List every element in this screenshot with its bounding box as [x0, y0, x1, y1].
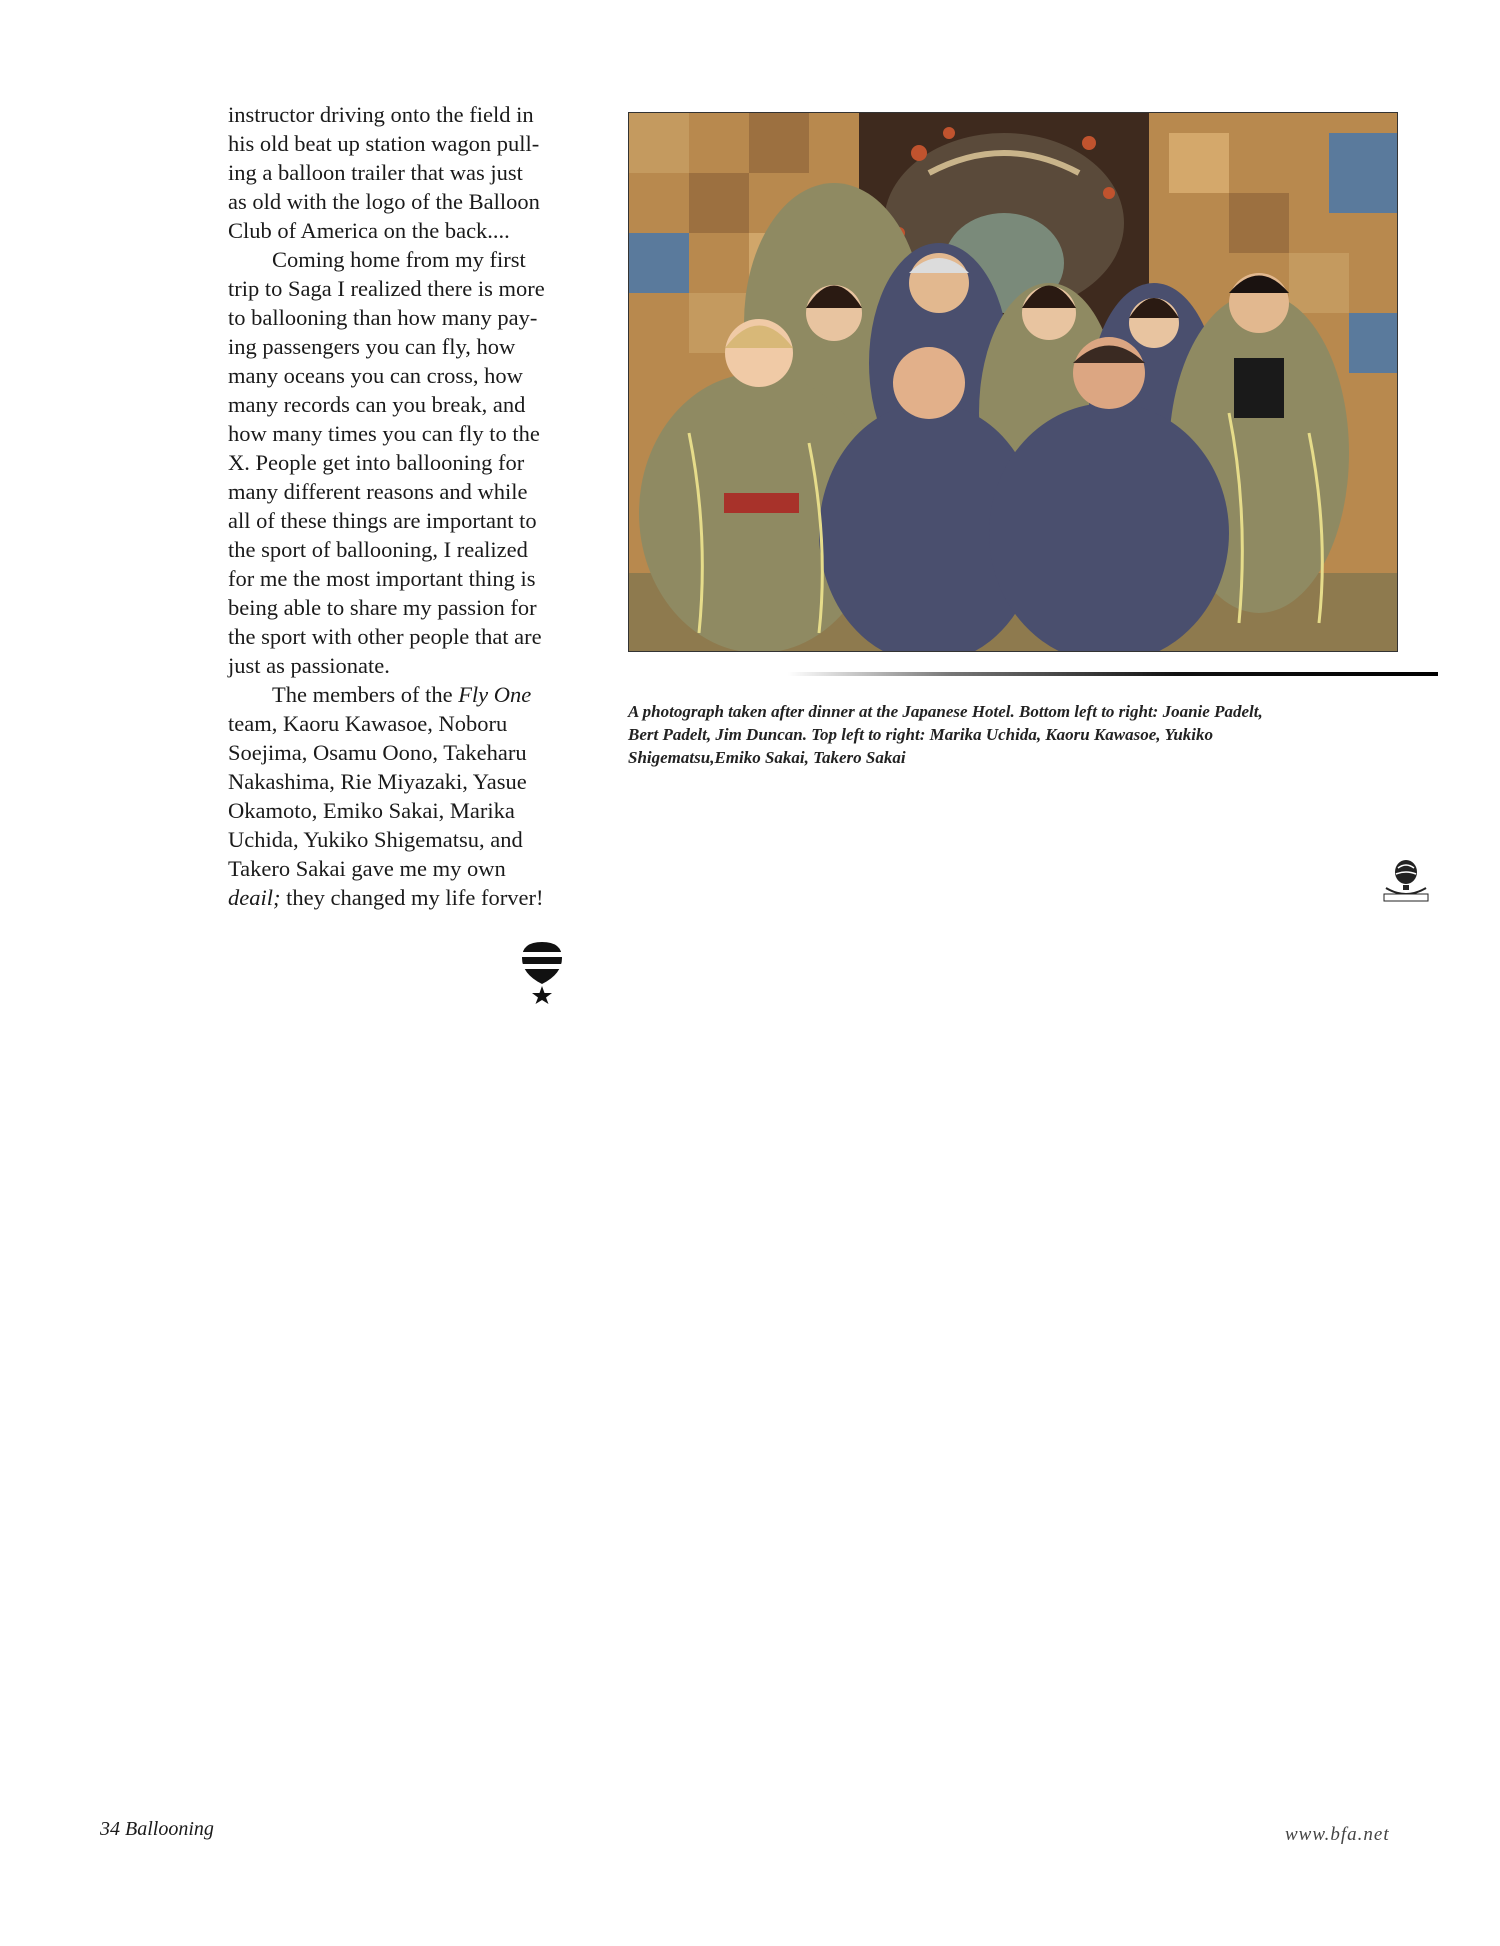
group-photograph	[628, 112, 1398, 652]
text-line: instructor driving onto the field in	[228, 102, 534, 127]
text-line: The members of the Fly One	[272, 682, 532, 707]
text-line: deail; they changed my life forver!	[228, 885, 544, 910]
page-folio: 34 Ballooning	[100, 1818, 214, 1840]
text-line: for me the most important thing is	[228, 566, 536, 591]
text-line: Uchida, Yukiko Shigematsu, and	[228, 827, 523, 852]
text-line: team, Kaoru Kawasoe, Noboru	[228, 711, 508, 736]
text-line: ing passengers you can fly, how	[228, 334, 516, 359]
text-line: as old with the logo of the Balloon	[228, 189, 540, 214]
text-line: Takero Sakai gave me my own	[228, 856, 506, 881]
caption-rule	[788, 672, 1438, 676]
text-line: being able to share my passion for	[228, 595, 537, 620]
text-line: Coming home from my first	[272, 247, 526, 272]
photograph-illustration	[629, 113, 1397, 651]
text-line: the sport with other people that are	[228, 624, 542, 649]
text-line: his old beat up station wagon pull-	[228, 131, 540, 156]
text-line: how many times you can fly to the	[228, 421, 540, 446]
text-line: trip to Saga I realized there is more	[228, 276, 545, 301]
article-column	[228, 100, 596, 912]
text-line: all of these things are important to	[228, 508, 537, 533]
text-line: the sport of ballooning, I realized	[228, 537, 528, 562]
paragraph-2	[228, 245, 596, 680]
text-line: many oceans you can cross, how	[228, 363, 523, 388]
text-line: many records can you break, and	[228, 392, 526, 417]
text-line: many different reasons and while	[228, 479, 528, 504]
text-line: X. People get into ballooning for	[228, 450, 525, 475]
caption-line: Shigematsu,Emiko Sakai, Takero Sakai	[628, 748, 906, 767]
text-line: just as passionate.	[228, 653, 390, 678]
caption-line: A photograph taken after dinner at the Japanese Hotel. Bottom left to right: Joanie Padelt,	[628, 702, 1263, 721]
photo-caption	[628, 700, 1408, 769]
text-line: Club of America on the back....	[228, 218, 510, 243]
text-line: ing a balloon trailer that was just	[228, 160, 523, 185]
text-line: to ballooning than how many pay-	[228, 305, 538, 330]
balloon-end-icon	[520, 940, 564, 1009]
caption-line: Bert Padelt, Jim Duncan. Top left to right: Marika Uchida, Kaoru Kawasoe, Yukiko	[628, 725, 1214, 744]
text-line: Nakashima, Rie Miyazaki, Yasue	[228, 769, 527, 794]
balloon-badge-logo	[1382, 858, 1430, 909]
website-url: www.bfa.net	[1285, 1824, 1390, 1845]
paragraph-1	[228, 100, 596, 245]
paragraph-3	[228, 680, 596, 912]
text-line: Soejima, Osamu Oono, Takeharu	[228, 740, 527, 765]
text-line: Okamoto, Emiko Sakai, Marika	[228, 798, 515, 823]
